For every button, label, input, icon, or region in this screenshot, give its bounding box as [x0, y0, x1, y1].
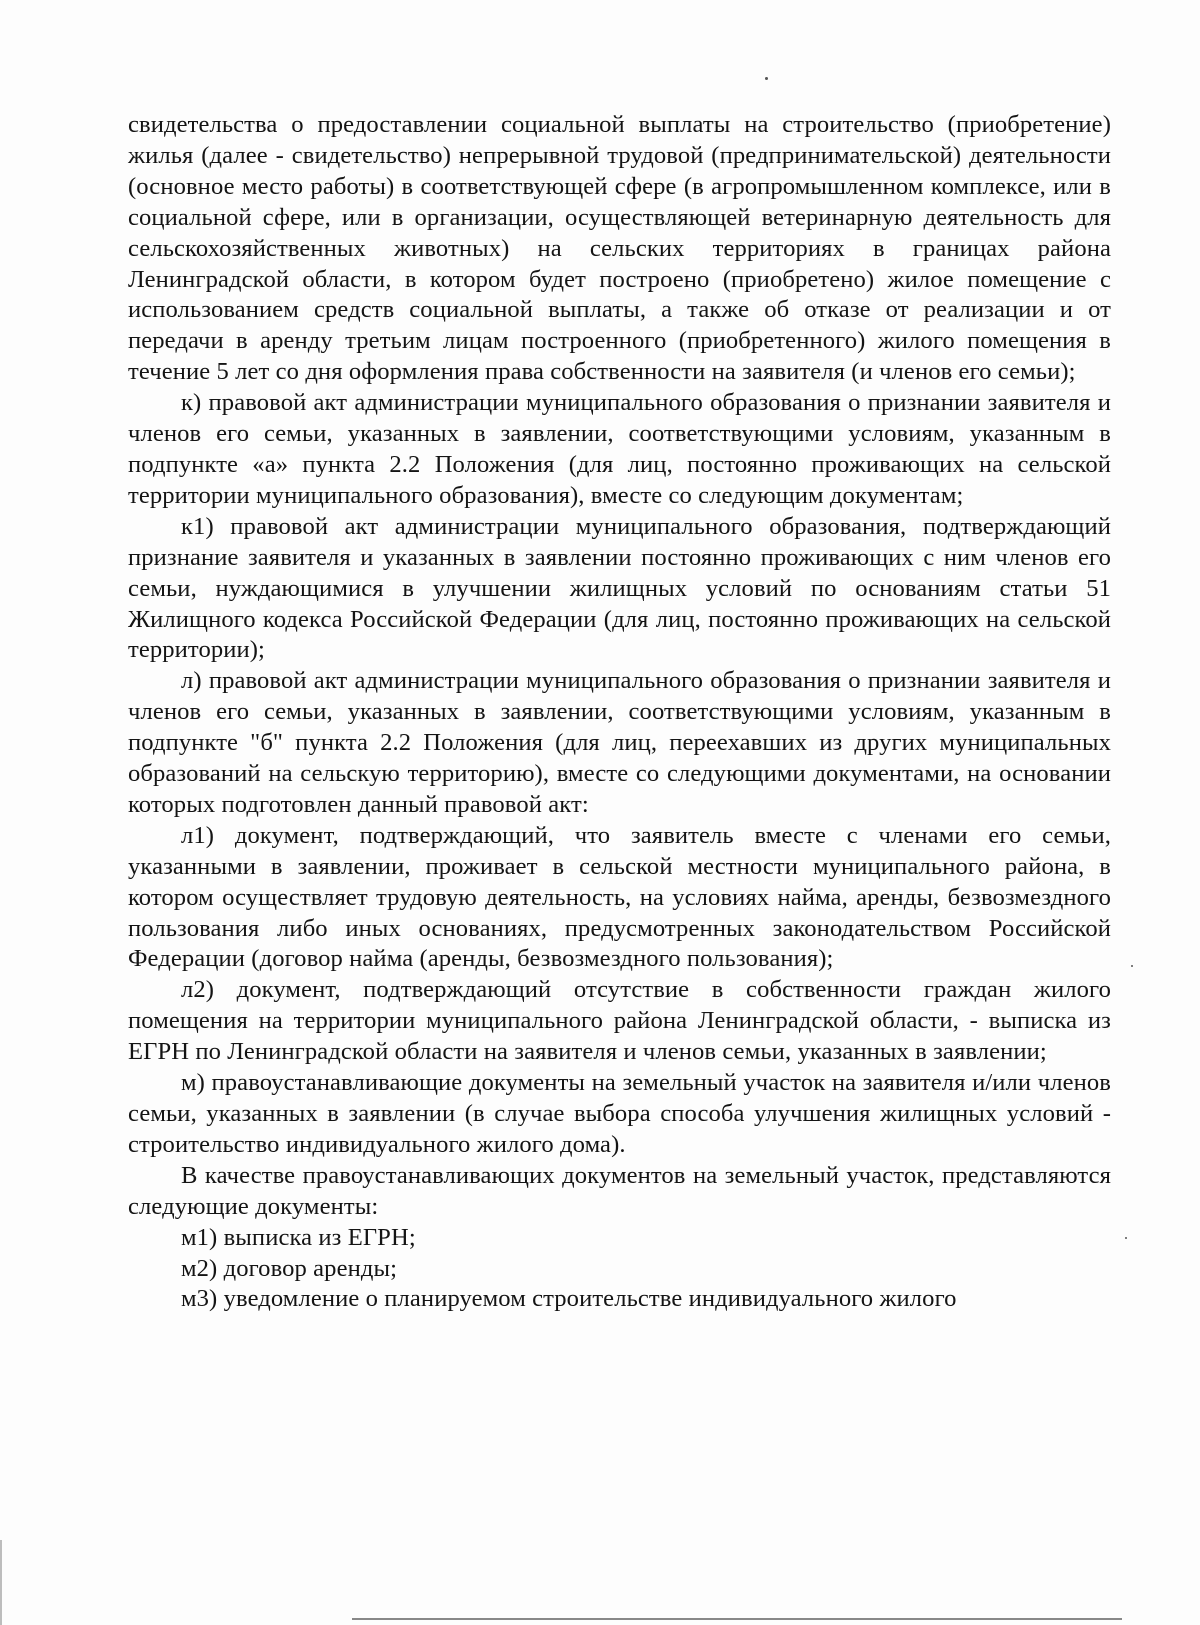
paragraph-item-l2: л2) документ, подтверждающий отсутствие в собственности граждан жилого помещения на территории муниципального района Ленинградской области, - выписка из ЕГРН по Ленинградской области на заявителя и членов семьи, указанных в заявлении; [128, 976, 1111, 1066]
paragraph-land-documents-intro: В качестве правоустанавливающих документов на земельный участок, представляются следующие документы: [128, 1161, 1111, 1220]
paragraph-continuation: свидетельства о предоставлении социальной выплаты на строительство (приобретение) жилья (далее - свидетельство) непрерывной трудовой (предпринимательской) деятельности (основное место работы) в соответствующей сфере (в агропромышленном комплексе, или в социальной сфере, или в организации, осуществляющей ветеринарную деятельность для сельскохозяйственных животных) на сельских территориях в границах района Ленинградской области, в котором будет построено (приобретено) жилое помещение с использованием средств социальной выплаты, а также об отказе от реализации и от передачи в аренду третьим лицам построенного (приобретенного) жилого помещения в течение 5 лет со дня оформления права собственности на заявителя (и членов его семьи); [128, 111, 1111, 386]
paragraph-item-m: м) правоустанавливающие документы на земельный участок на заявителя и/или членов семьи, указанных в заявлении (в случае выбора способа улучшения жилищных условий - строительство индивидуального жилого дома). [128, 1069, 1111, 1158]
scan-speck [1125, 1237, 1127, 1239]
scan-speck [1131, 965, 1133, 967]
paragraph-item-l: л) правовой акт администрации муниципального образования о признании заявителя и членов его семьи, указанных в заявлении, соответствующими условиям, указанным в подпункте "б" пункта 2.2 Положения (для лиц, переехавших из других муниципальных образований на сельскую территорию), вместе со следующими документами, на основании которых подготовлен данный правовой акт: [128, 667, 1111, 818]
scan-bottom-edge [352, 1618, 1122, 1620]
paragraph-item-k: к) правовой акт администрации муниципального образования о признании заявителя и членов его семьи, указанных в заявлении, соответствующими условиям, указанным в подпункте «а» пункта 2.2 Положения (для лиц, постоянно проживающих на сельской территории муниципального образования), вместе со следующим документам; [128, 389, 1111, 509]
paragraph-item-l1: л1) документ, подтверждающий, что заявитель вместе с членами его семьи, указанными в заявлении, проживает в сельской местности муниципального района, в котором осуществляет трудовую деятельность, на условиях найма, аренды, безвозмездного пользования либо иных основаниях, предусмотренных законодательством Российской Федерации (договор найма (аренды, безвозмездного пользования); [128, 821, 1111, 973]
document-body [128, 110, 1111, 1315]
scan-speck [765, 77, 768, 80]
paragraph-item-m3: м3) уведомление о планируемом строительстве индивидуального жилого [181, 1285, 957, 1313]
paragraph-item-m2: м2) договор аренды; [181, 1254, 398, 1282]
paragraph-item-k1: к1) правовой акт администрации муниципального образования, подтверждающий признание заявителя и указанных в заявлении постоянно проживающих с ним членов его семьи, нуждающимися в улучшении жилищных условий по основаниям статьи 51 Жилищного кодекса Российской Федерации (для лиц, постоянно проживающих на сельской территории); [128, 512, 1111, 664]
scan-edge-mark [0, 1540, 2, 1625]
paragraph-item-m1: м1) выписка из ЕГРН; [181, 1223, 416, 1251]
